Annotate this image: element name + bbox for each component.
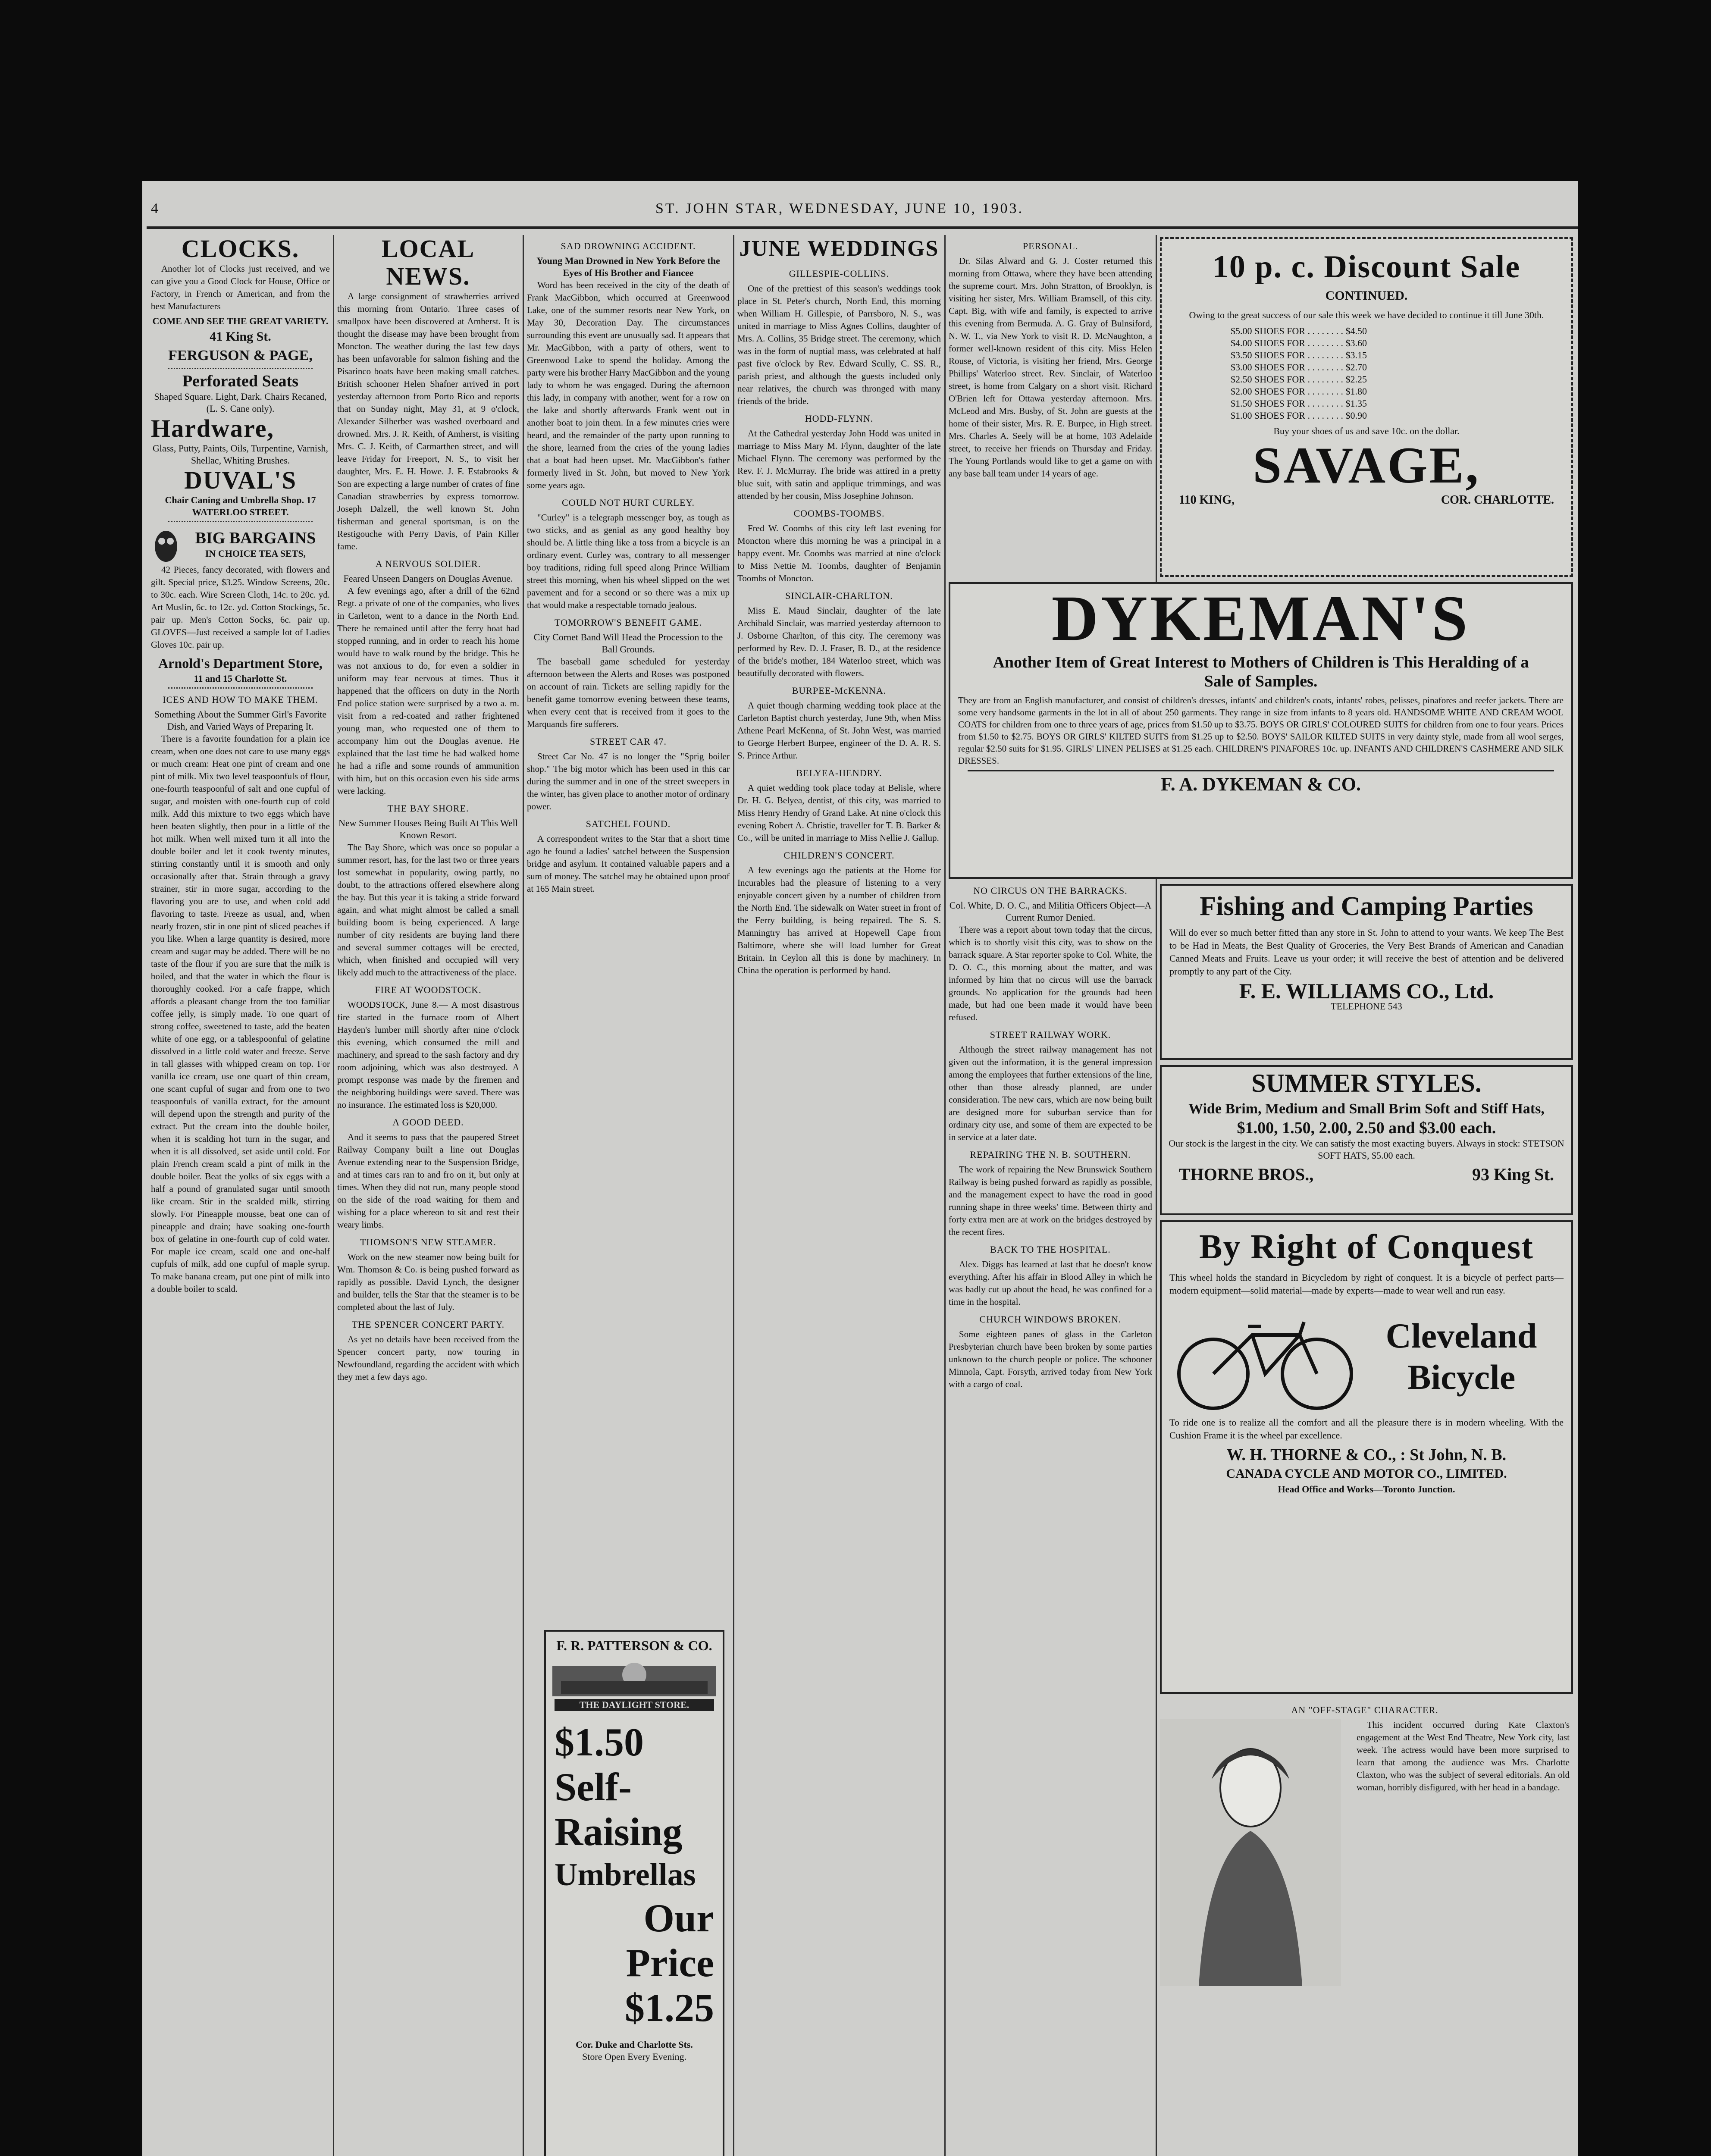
spencer-title: THE SPENCER CONCERT PARTY. (351, 1319, 505, 1330)
patterson-ad (544, 1630, 724, 2156)
savage-name: SAVAGE, (1253, 436, 1480, 494)
gc-title: GILLESPIE-COLLINS. (789, 268, 890, 279)
fishing-telephone: TELEPHONE 543 (1331, 1001, 1402, 1012)
column-divider (523, 235, 524, 2156)
fire-body: WOODSTOCK, June 8.— A most disastrous fire started in the furnace room of Albert Hayden's lumber mill shortly after nine o'clock this evening, which consumed the mill and machinery, and spread to the sash factory and dry room adjoining, which was also destroyed. A prompt response was made by the firemen and the neighboring buildings were saved. There was no insurance. The estimated loss is $20,000. (337, 1000, 519, 1110)
summer-prices: $1.00, 1.50, 2.00, 2.50 and $3.00 each. (1237, 1119, 1496, 1137)
bargains-subtitle: IN CHOICE TEA SETS, (205, 548, 306, 559)
storefront-icon (552, 1658, 716, 1696)
discount-row: $5.00 SHOES FOR . . . . . . . . $4.50 (1231, 326, 1367, 336)
satchel-body: A correspondent writes to the Star that a short time ago he found a ladies' satchel between the Suspension bridge and asylum. It contained valuable papers and a sum of money. The satchel may be obtained upon proof at 165 Main street. (527, 834, 730, 894)
offstage-article (1160, 1699, 1570, 2156)
column-5-bottom (949, 880, 1152, 1690)
local-news-body: A large consignment of strawberries arrived this morning from Ontario. Three cases of smallpox have been discovered at Amherst. It is thought the disease may have been brought from Moncton. The weather during the last few days has been unfavorable for salmon fishing and the Pisarinco boats have been making small catches. British schooner Helen Shafner arrived in port yesterday afternoon from Porto Rico and reports that on Sunday night, May 31, at 9 o'clock, Alexander Silberber was washed overboard and drowned. Mrs. J. R. Keith, of Amherst, is visiting Mrs. C. J. Keith, of Carmarthen street, and will leave Friday for Freeport, N. S., to visit her daughter, Mrs. E. H. Howe. J. F. Estabrooks & Son are expecting a large number of crates of fine Canadian strawberries by express tomorrow. Joseph Dalzell, the well known St. John fisherman and general sportsman, is on the Restigouche with Perry Davis, of Pain Killer fame. (337, 291, 519, 552)
benefit-title: TOMORROW'S BENEFIT GAME. (555, 617, 702, 628)
fire-title: FIRE AT WOODSTOCK. (375, 984, 482, 995)
drowning-title: SAD DROWNING ACCIDENT. (561, 241, 696, 251)
bayshore-subtitle: New Summer Houses Being Built At This Well Known Resort. (338, 818, 518, 840)
clocks-body: Another lot of Clocks just received, and we can give you a Good Clock for House, Office or Factory, in French or American, and from the best Manufacturers (151, 263, 330, 311)
hf-title: HODD-FLYNN. (805, 413, 874, 424)
bayshore-title: THE BAY SHORE. (387, 803, 469, 814)
discount-body: Owing to the great success of our sale this week we have decided to continue it till June 30th. (1189, 310, 1544, 320)
fishing-body: Will do ever so much better fitted than any store in St. John to attend to your wants. We keep The Best to be Had in Meats, the Best Quality of Groceries, the Very Best Brands of American and Canadian Canned Meats and Fruits. Leave us your order; it will receive the best of attention and be delivered promptly to any part of the City. (1169, 927, 1564, 977)
patterson-line3: Umbrellas (555, 1857, 696, 1893)
patterson-price: $1.50 (555, 1720, 644, 1764)
column-5-top (949, 235, 1152, 593)
fishing-ad (1160, 884, 1573, 1060)
sc-title: SINCLAIR-CHARLTON. (785, 590, 893, 601)
soldier-title: A NERVOUS SOLDIER. (375, 558, 481, 569)
hardware-title: Hardware, (151, 414, 274, 442)
savage-address-1: 110 KING, (1179, 493, 1235, 507)
seats-title: Perforated Seats (182, 372, 299, 390)
header-rule (147, 226, 1578, 229)
summer-line1: Wide Brim, Medium and Small Brim Soft and Stiff Hats, (1188, 1101, 1545, 1117)
conquest-maker: CANADA CYCLE AND MOTOR CO., LIMITED. (1226, 1467, 1507, 1481)
arnold-title: Arnold's Department Store, (158, 655, 323, 671)
savage-address-2: COR. CHARLOTTE. (1441, 493, 1554, 507)
fishing-firm: F. E. WILLIAMS CO., Ltd. (1239, 979, 1494, 1003)
patterson-address: Cor. Duke and Charlotte Sts. (576, 2039, 693, 2050)
masthead-line: ST. JOHN STAR, WEDNESDAY, JUNE 10, 1903. (655, 201, 1024, 216)
discount-row: $2.00 SHOES FOR . . . . . . . . $1.80 (1231, 386, 1367, 397)
page-header (147, 196, 1578, 226)
circus-title: NO CIRCUS ON THE BARRACKS. (973, 885, 1128, 896)
railway-title: STREET RAILWAY WORK. (990, 1029, 1111, 1040)
sc-body: Miss E. Maud Sinclair, daughter of the late Archibald Sinclair, was married yesterday afternoon to J. Osborne Charlton, of this city. The ceremony was performed by Rev. D. J. Fraser, B. D., at the residence of the bride's mother, 184 Waterloo street, which was beautifully decorated with flowers. (737, 605, 941, 678)
discount-row: $3.50 SHOES FOR . . . . . . . . $3.15 (1231, 350, 1367, 360)
satchel-title: SATCHEL FOUND. (586, 818, 671, 829)
hardware-body: Glass, Putty, Paints, Oils, Turpentine, Varnish, Shellac, Whiting Brushes. (152, 443, 329, 466)
conquest-ad (1160, 1220, 1573, 1694)
fishing-title: Fishing and Camping Parties (1200, 892, 1533, 921)
offstage-body: This incident occurred during Kate Claxton's engagement at the West End Theatre, New York city, last week. The actress would have been more surprised to learn that among the audience was Mrs. Charlotte Claxton, who was the subject of several editorials. An old woman, horribly disfigured, with her head in a bandage. (1357, 1720, 1570, 1792)
curley-body: "Curley" is a telegraph messenger boy, as tough as two sticks, and as genial as any good healthy boy should be. A little thing like a toss from a bicycle is an ordinary event. Curley was, contrary to all messenger boy traditions, riding full speed along Prince William street this morning, when his wheel slipped on the wet pavement and for a second or so there was a mix up that would make a respectable tornado jealous. (527, 512, 730, 610)
cc-title: CHILDREN'S CONCERT. (783, 850, 895, 861)
curley-title: COULD NOT HURT CURLEY. (562, 497, 695, 508)
ices-title: ICES AND HOW TO MAKE THEM. (163, 694, 318, 705)
soldier-subtitle: Feared Unseen Dangers on Douglas Avenue. (343, 573, 513, 584)
discount-row: $1.50 SHOES FOR . . . . . . . . $1.35 (1231, 398, 1367, 409)
clocks-firm: FERGUSON & PAGE, (168, 348, 313, 364)
patterson-our: Our (643, 1896, 714, 1940)
seats-body: Shaped Square. Light, Dark. Chairs Recaned, (L. S. Cane only). (154, 391, 327, 414)
conquest-firm: W. H. THORNE & CO., : St John, N. B. (1226, 1446, 1507, 1464)
dykeman-ad (949, 582, 1573, 879)
discount-footer: Buy your shoes of us and save 10c. on the dollar. (1273, 426, 1460, 436)
discount-row: $4.00 SHOES FOR . . . . . . . . $3.60 (1231, 338, 1367, 348)
owl-icon (151, 525, 181, 564)
discount-price-list (1162, 325, 1571, 422)
dykeman-subtitle: Another Item of Great Interest to Mothers of Children is This Heralding of a Sale of Samples. (993, 653, 1529, 690)
conquest-office: Head Office and Works—Toronto Junction. (1278, 1484, 1455, 1495)
duval-title: DUVAL'S (184, 466, 297, 494)
column-divider (733, 235, 734, 2156)
hospital-title: BACK TO THE HOSPITAL. (990, 1244, 1111, 1255)
bicycle-icon (1170, 1300, 1360, 1413)
dykeman-firm: F. A. DYKEMAN & CO. (968, 770, 1554, 794)
bayshore-body: The Bay Shore, which was once so popular a summer resort, has, for the last two or three years lost somewhat in popularity, owing partly, no doubt, to the attractions offered elsewhere along the bay. But this year it is taking a stride forward again, and what might almost be called a small building boom is being experienced. A large number of city residents are buying land there and several summer cottages will be erected, which, when finished and occupied will very likely add much to the attractiveness of the place. (337, 842, 519, 978)
patterson-open: Store Open Every Evening. (582, 2051, 686, 2062)
drowning-body: Word has been received in the city of the death of Frank MacGibbon, which occurred at Greenwood Lake, one of the summer resorts near New York, on May 30, Decoration Day. The circumstances surrounding this event are unusually sad. It appears that Mr. MacGibbon, with a party of others, went to Greenwood Lake to spend the holiday. Among the party were his brother Harry MacGibbon and the young lady to whom he was engaged. During the afternoon this lady, in company with another, went for a row on the lake and shortly afterwards Frank went out in another boat to join them. In a few minutes cries were heard, and the remainder of the party upon running to the shore, learned from the cries of the young ladies that a boat had been upset. Mr. MacGibbon's father formerly lived in St. John, but moved to New York some years ago. (527, 280, 730, 490)
conquest-title: By Right of Conquest (1199, 1228, 1534, 1266)
ices-body: There is a favorite foundation for a plain ice cream, when one does not care to use many eggs or much cream: Heat one pint of cream and one pint of milk. Mix two level teaspoonfuls of flour, one-fourth teaspoonful of salt and one cupful of sugar, and moisten with one-fourth cup of cold milk. Add this mixture to two eggs which have been beaten slightly, then pour in a little of the hot milk. When well mixed turn it all into the double boiler and let it cook twenty minutes, stirring constantly until it is smooth and only occasionally after that. Strain through a gravy strainer, stir in more sugar, according to the flavoring you are to use, and when cold add flavoring to taste. Freeze as usual, and, when nearly frozen, stir in one pint of sliced peaches if you like. When a large quantity is desired, more cream and sugar may be added. There will be no taste of the flour if you are sure that the milk is boiled, and that the water in which the flour is thoroughly cooked. For a cafe frappe, which affords a pleasant change from the too familiar coffee jelly, is simply made. To one quart of strong coffee, sweetened to taste, add the beaten white of one egg, or a tablespoonful of gelatine dissolved in a little cold water and freeze. Serve in tall glasses with whipped cream on top. For vanilla ice cream, use one quart of thin cream, one scant cupful of sugar and from one to two teaspoonfuls of vanilla extract, for the amount will depend upon the strength and purity of the extract. Put the cream into the double boiler, when it is scalding hot turn in the sugar, and when it is all dissolved, set aside until cold. For plain French cream scald a pint of milk in the double boiler. Beat the yolks of six eggs with a half a pound of granulated sugar until smooth like cream. Stir in the scalded milk, stirring slowly. For Pineapple mousse, beat one can of pineapple and drain; have soaking one-fourth box of gelatine in one-fourth cup of cold water. For maple ice cream, scald one and one-half cupfuls of milk, add one cupful of maple syrup. To make banana cream, put one pint of milk into a double boiler to scald. (151, 733, 330, 1294)
summer-title: SUMMER STYLES. (1251, 1069, 1482, 1097)
ct-body: Fred W. Coombs of this city left last evening for Moncton where this morning he was a principal in a happy event. Mr. Coombs was married at nine o'clock to Miss Nettie M. Toombs, daughter of Benjamin Toombs of Moncton. (737, 523, 941, 583)
circus-subtitle: Col. White, D. O. C., and Militia Officers Object—A Current Rumor Denied. (949, 900, 1152, 923)
discount-title: 10 p. c. Discount Sale (1212, 249, 1521, 285)
duval-body: Chair Caning and Umbrella Shop. 17 WATERLOO STREET. (165, 495, 316, 517)
column-divider (1156, 235, 1157, 2156)
windows-title: CHURCH WINDOWS BROKEN. (979, 1314, 1122, 1325)
discount-row: $1.00 SHOES FOR . . . . . . . . $0.90 (1231, 410, 1367, 421)
drowning-subtitle: Young Man Drowned in New York Before the Eyes of His Brother and Fiancee (536, 255, 720, 278)
deed-body: And it seems to pass that the paupered Street Railway Company built a line out Douglas Avenue extending near to the Suspension Bridge, and at times cars ran to and fro on it, but only at times. When they did not run, many people stood on the side of the road waiting for them and wishing for a place whereon to sit and rest their weary limbs. (337, 1132, 519, 1230)
woman-portrait-illustration (1160, 1719, 1341, 1986)
hf-body: At the Cathedral yesterday John Hodd was united in marriage to Miss Mary M. Flynn, daughter of the late Michael Flynn. The ceremony was performed by the Rev. F. J. McMurray. The bride was attired in a pretty blue suit, with satin and applique trimmings, and was attended by her cousin, Miss Josephine Johnson. (737, 428, 941, 501)
benefit-body: The baseball game scheduled for yesterday afternoon between the Alerts and Roses was postponed on account of rain. Tickets are selling rapidly for the benefit game tomorrow evening between these teams, when every cent that is received from it goes to the Marquands fire sufferers. (527, 656, 730, 729)
railway-body: Although the street railway management has not given out the information, it is the general impression among the employees that further extensions of the line, other than those already planned, are under consideration. The new cars, which are now being built are designed more for suburban service than for ordinary city use, and some of them are expected to be in service at a later date. (949, 1044, 1152, 1142)
gc-body: One of the prettiest of this season's weddings took place in St. Peter's church, North End, this morning when William H. Gillespie, of Parrsboro, N. S., was united in marriage to Miss Agnes Collins, daughter of Mrs. A. Collins, 35 Bridge street. The ceremony, which was in the form of nuptial mass, was celebrated at half past five o'clock by Rev. Edward Scully, C. SS. R., parish priest, and although the guests included only near relatives, the church was thronged with many friends of the bride. (737, 283, 941, 406)
clocks-call: COME AND SEE THE GREAT VARIETY. (152, 316, 329, 326)
dykeman-body: They are from an English manufacturer, and consist of children's dresses, infants' and children's coats, infants' robes, pelisses, pinafores and reefer jackets. There are some very handsome garments in the lot in all of about 250 garments. They range in size from infants to 8 years old. HANDSOME WHITE AND CREAM WOOL COATS for children from one to three years of age, prices from $1.50 up to $3.75. BOYS OR GIRLS' COLOURED SUITS for children from one to four years. Prices from $1.50 to $2.75. BOYS OR GIRLS' KILTED SUITS from $1.25 up to $2.50. BOYS' SAILOR KILTED SUITS in very dainty style, made from all wool serges, regular $2.50 suits for $1.95. GIRLS' LINEN PELISES at $1.25 each. CHILDREN'S PINAFORES 10c. up. INFANTS AND CHILDREN'S CASHMERE AND SILK DRESSES. (958, 695, 1564, 766)
local-news-title: LOCAL NEWS. (381, 235, 475, 290)
windows-body: Some eighteen panes of glass in the Carleton Presbyterian church have been broken by some parties unknown to the church people or police. The schooner Minnola, Capt. Forsyth, arrived today from New York with a cargo of coal. (949, 1329, 1152, 1389)
personal-body: Dr. Silas Alward and G. J. Coster returned this morning from Ottawa, where they have been attending the supreme court. Mrs. John Stratton, of Brooklyn, is visiting her sister, Mrs. William Bramsell, of this city. Capt. Big, with wife and family, is expected to arrive this evening from Bermuda. A. G. Gray of Bulnsiford, N. W. T., via New York to visit R. D. McNaughton, a former well-known resident of this city. Miss Helen Rouse, of Victoria, is visiting her friend, Mrs. George Phillips' Waterloo street. Rev. Sinclair, of Waterloo street, is home from Calgary on a short visit. Richard O'Brien left for Ottawa yesterday afternoon. Mrs. McLeod and Mrs. Busby, of St. John are guests at the home of their sister, Mrs. R. E. Burpee, in High street. Mrs. Charles A. Seely will be at home, 103 Adelaide street, to receive her friends on Thursday and Friday. The Young Portlands would like to get a game on with any base ball team under 14 years of age. (949, 256, 1152, 479)
bargains-title: BIG BARGAINS (195, 529, 316, 547)
column-1 (151, 235, 330, 2156)
discount-row: $3.00 SHOES FOR . . . . . . . . $2.70 (1231, 362, 1367, 373)
summer-firm: THORNE BROS., (1179, 1165, 1314, 1184)
patterson-line2: Raising (555, 1810, 683, 1854)
patterson-name: F. R. PATTERSON & CO. (556, 1638, 712, 1653)
conquest-brand-1: Cleveland (1385, 1316, 1537, 1355)
summer-note: Our stock is the largest in the city. We can satisfy the most exacting buyers. Always in stock: STETSON SOFT HATS, $5.00 each. (1169, 1138, 1564, 1161)
discount-subtitle: CONTINUED. (1325, 288, 1408, 303)
discount-ad (1160, 237, 1573, 577)
bargains-body: 42 Pieces, fancy decorated, with flowers and gilt. Special price, $3.25. Window Screens, 20c. to 30c. each. Wire Screen Cloth, 14c. to 20c. yd. Art Muslin, 6c. to 12c. yd. Cotton Stockings, 5c. pair up. Men's Cotton Socks, 6c. pair up. GLOVES—Just received a sample lot of Ladies Gloves 10c. pair up. (151, 564, 330, 650)
ct-title: COOMBS-TOOMBS. (793, 508, 885, 519)
conquest-body: This wheel holds the standard in Bicycledom by right of conquest. It is a bicycle of perfect parts—modern equipment—solid material—made by experts—made to wear well and run easy. (1169, 1272, 1564, 1296)
car-title: STREET CAR 47. (589, 736, 667, 747)
summer-address: 93 King St. (1472, 1165, 1554, 1184)
page-number: 4 (151, 201, 160, 216)
patterson-line1: Self- (555, 1765, 632, 1809)
ices-subtitle: Something About the Summer Girl's Favorite Dish, and Varied Ways of Preparing It. (154, 709, 327, 732)
discount-row: $2.50 SHOES FOR . . . . . . . . $2.25 (1231, 374, 1367, 385)
column-divider (333, 235, 334, 2156)
nbsouth-body: The work of repairing the New Brunswick Southern Railway is being pushed forward as rapidly as possible, and the management expect to have the road in good running shape in three weeks' time. Between thirty and forty extra men are at work on the bridges destroyed by the recent fires. (949, 1164, 1152, 1237)
hospital-body: Alex. Diggs has learned at last that he doesn't know everything. After his affair in Blood Alley in which he was badly cut up about the head, he was confined for a time in the hospital. (949, 1259, 1152, 1307)
cc-body: A few evenings ago the patients at the Home for Incurables had the pleasure of listening to a very enjoyable concert given by a number of children from the North End. The sidewalk on Water street in front of the Ferry building, is being repaired. The S. S. Manningtry has arrived at Hopewell Cape from Baltimore, where she will load lumber for Great Britain. In Ceylon all this is done by machinery. In China the operation is performed by hand. (737, 865, 941, 975)
nbsouth-title: REPAIRING THE N. B. SOUTHERN. (970, 1149, 1131, 1160)
patterson-price-label: Price (626, 1941, 714, 1985)
steamer-body: Work on the new steamer now being built for Wm. Thomson & Co. is being pushed forward as rapidly as possible. David Lynch, the designer and builder, tells the Star that the steamer is to be completed about the last of July. (337, 1252, 519, 1312)
steamer-title: THOMSON'S NEW STEAMER. (360, 1237, 496, 1247)
summer-ad (1160, 1065, 1573, 1215)
benefit-subtitle: City Cornet Band Will Head the Procession to the Ball Grounds. (533, 632, 723, 655)
deed-title: A GOOD DEED. (392, 1117, 464, 1128)
patterson-store: THE DAYLIGHT STORE. (555, 1699, 714, 1711)
bh-body: A quiet wedding took place today at Belisle, where Dr. H. G. Belyea, dentist, of this city, was married to Miss Henry Hendry of Grand Lake. At nine o'clock this evening Robert A. Christie, traveller for T. B. Barker & Co., will be united in marriage to Miss Nellie J. Gallup. (737, 783, 941, 843)
personal-title: PERSONAL. (1022, 241, 1078, 251)
spencer-body: As yet no details have been received from the Spencer concert party, now touring in Newfoundland, regarding the accident with which they met a few days ago. (337, 1334, 519, 1382)
offstage-title: AN "OFF-STAGE" CHARACTER. (1291, 1705, 1438, 1715)
patterson-new-price: $1.25 (625, 1986, 714, 2030)
bh-title: BELYEA-HENDRY. (796, 768, 882, 778)
car-body: Street Car No. 47 is no longer the "Sprig boiler shop." The big motor which has been used in this car during the summer and in one of the street sweepers in the winter, has given place to another motor of ordinary power. (527, 751, 730, 812)
column-2 (337, 235, 519, 2156)
dykeman-title: DYKEMAN'S (1051, 583, 1470, 654)
conquest-brand-2: Bicycle (1407, 1357, 1516, 1397)
clocks-address: 41 King St. (210, 329, 271, 344)
weddings-title: JUNE WEDDINGS (739, 236, 939, 261)
conquest-body-2: To ride one is to realize all the comfort and all the pleasure there is in modern wheeling. With the Cushion Frame it is the wheel par excellence. (1169, 1417, 1564, 1441)
bm-title: BURPEE-McKENNA. (792, 685, 887, 696)
column-4 (737, 235, 941, 2156)
clocks-title: CLOCKS. (181, 235, 300, 263)
soldier-body: A few evenings ago, after a drill of the 62nd Regt. a private of one of the companies, who lives in Carleton, went to a dance in the North End. There he remained until after the ferry boat had stopped running, and in order to reach his home would have to walk round by the bridge. This he was not anxious to do, for even a soldier in uniform may fear nervous at times. Thus it happened that the officers on duty in the North End police station were surprised by a two a. m. visit from a red-coated and rather frightened young man, who requested one of them to accompany him out the Douglas avenue. He explained that the last time he had walked home he had a rifle and some rounds of ammunition with him, but on this occasion even his side arms were lacking. (337, 586, 519, 796)
circus-body: There was a report about town today that the circus, which is to shortly visit this city, was to show on the barrack square. A Star reporter spoke to Col. White, the D. O. C., this morning about the matter, and was informed by him that no circus will use the barrack grounds. No application for the grounds had been made, but had one been made it would have been refused. (949, 924, 1152, 1022)
bm-body: A quiet though charming wedding took place at the Carleton Baptist church yesterday, June 9th, when Miss Athene Pearl McKenna, of St. John West, was married to George Herbert Burpee, engineer of the D. A. R. S. S. Prince Arthur. (737, 700, 941, 761)
column-divider (944, 235, 946, 2156)
arnold-address: 11 and 15 Charlotte St. (194, 673, 287, 684)
